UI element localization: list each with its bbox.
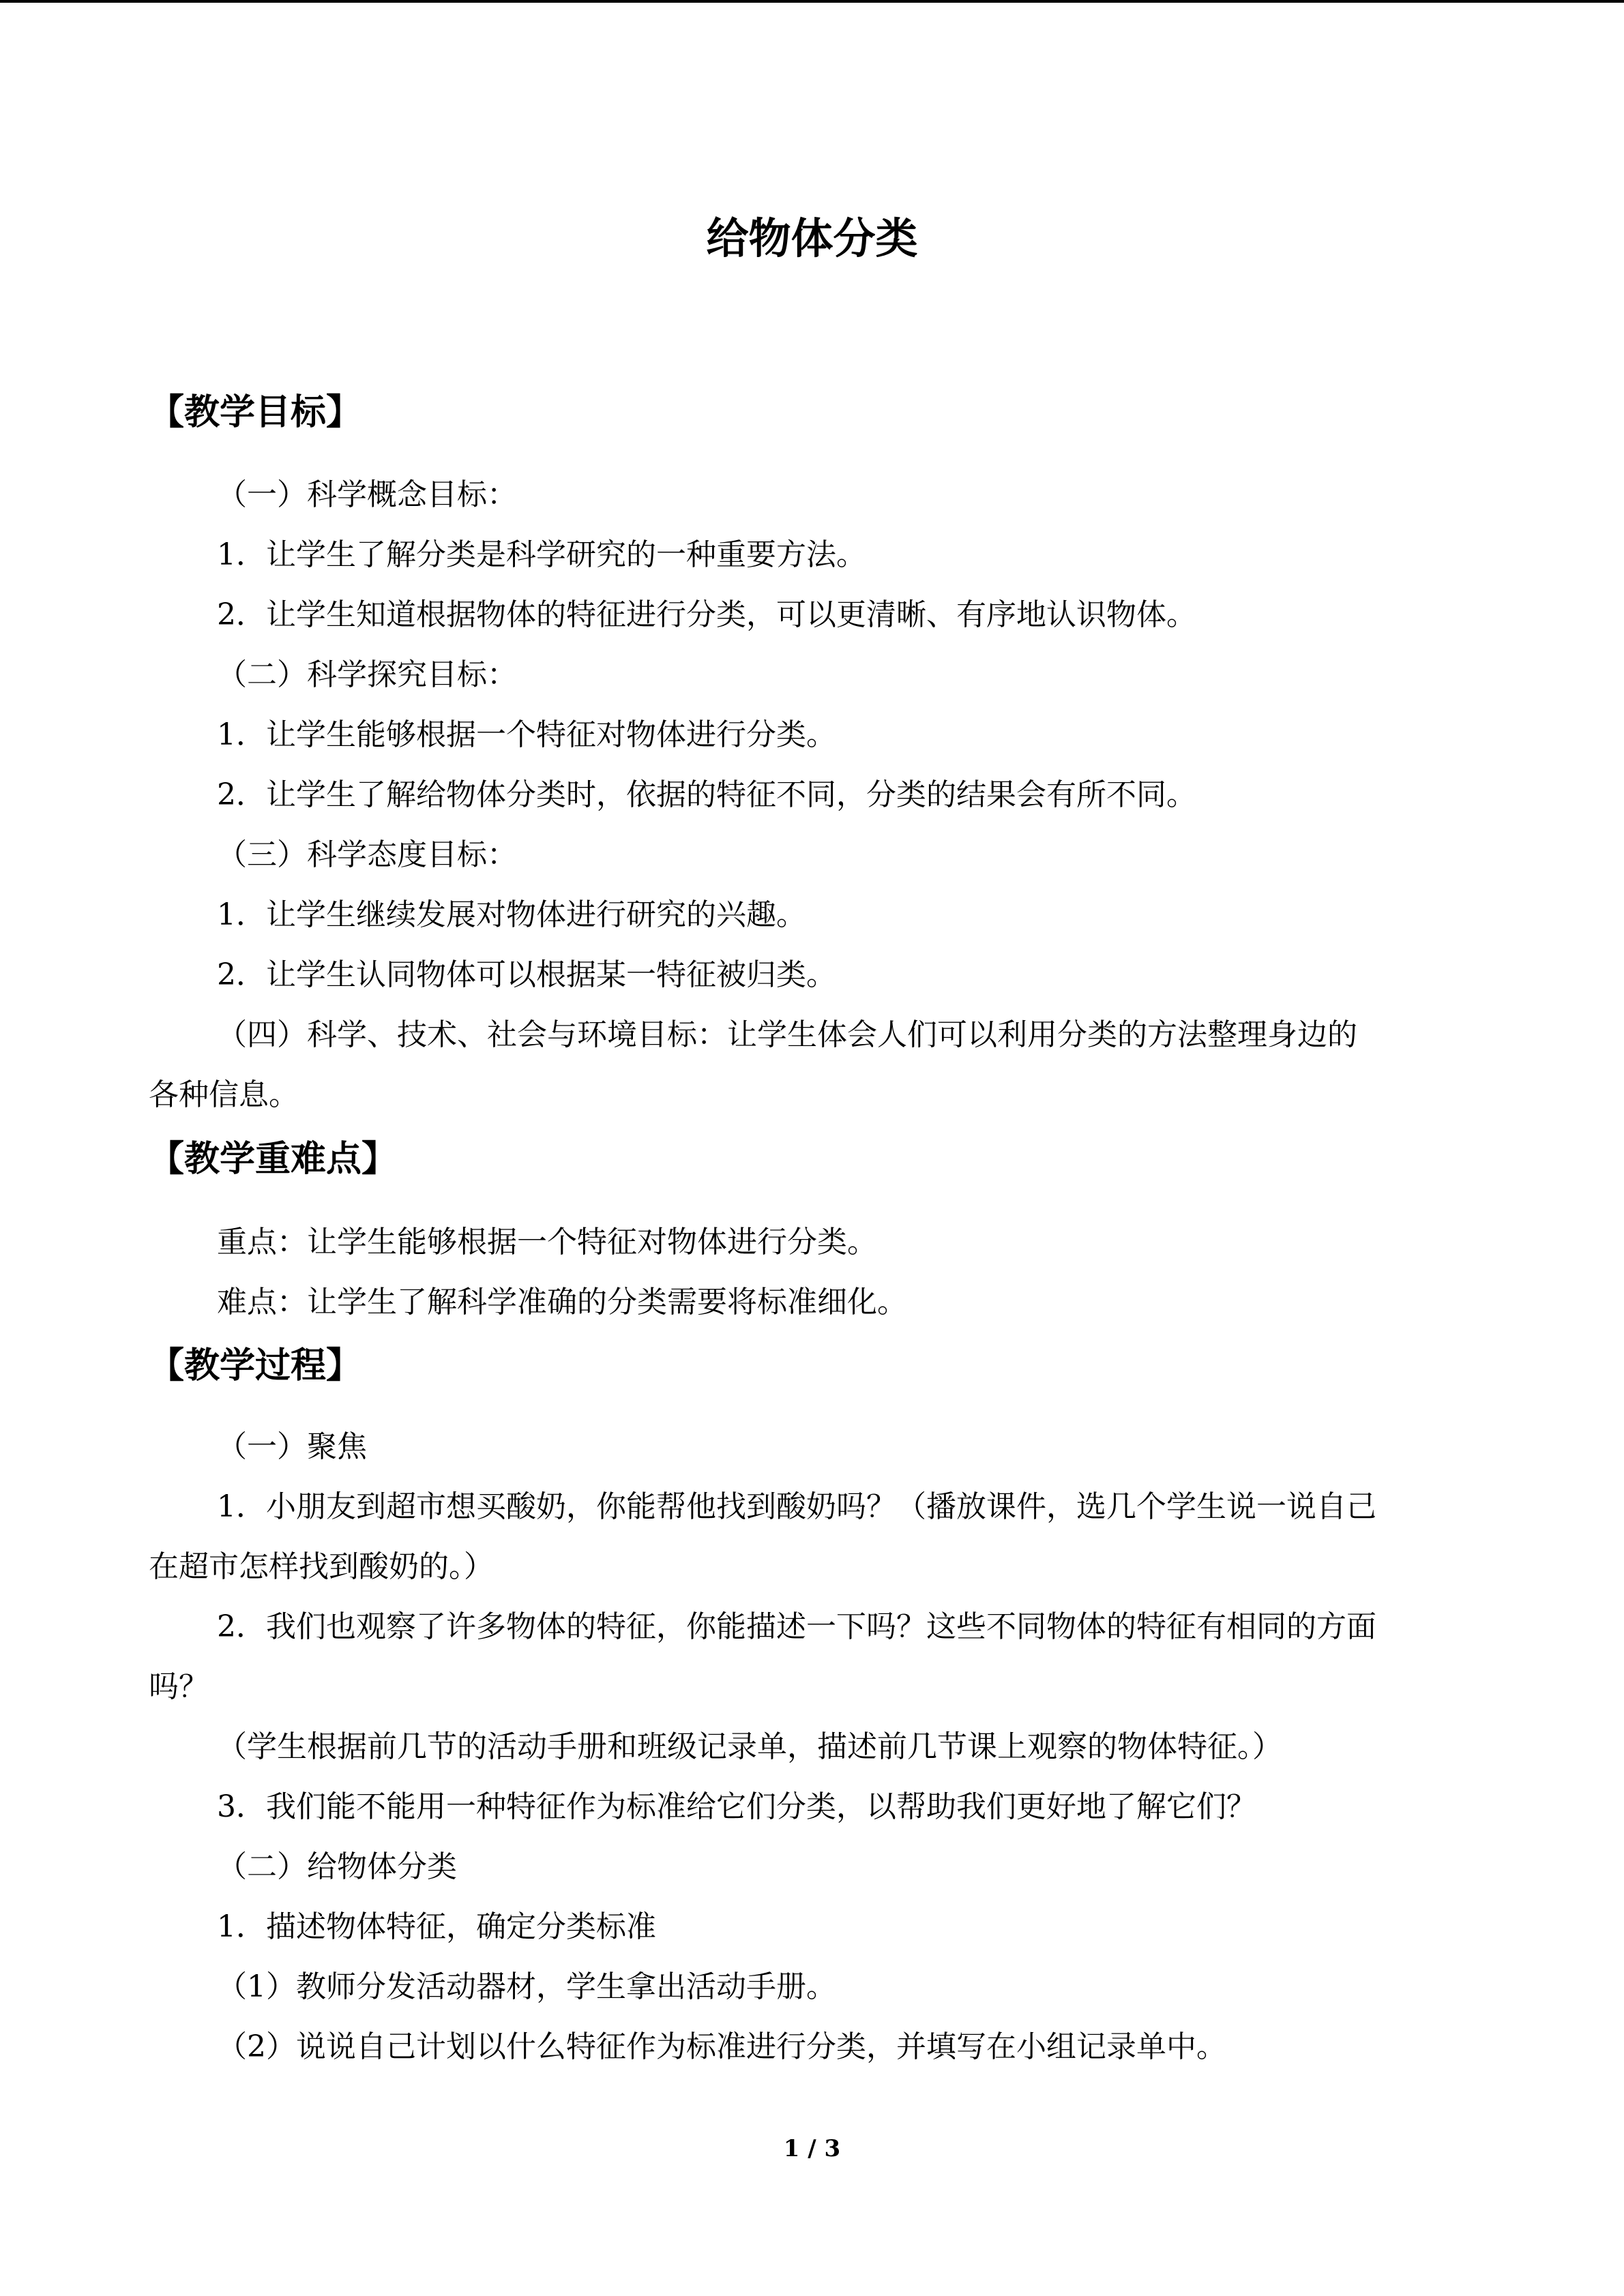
objective-4-line-2: 各种信息。 — [149, 1077, 299, 1112]
objective-1-item-1: 1．让学生了解分类是科学研究的一种重要方法。 — [217, 537, 866, 572]
objective-3-item-2: 2．让学生认同物体可以根据某一特征被归类。 — [217, 957, 836, 992]
key-point-text: 重点：让学生能够根据一个特征对物体进行分类。 — [217, 1225, 877, 1259]
objective-1-item-2: 2．让学生知道根据物体的特征进行分类，可以更清晰、有序地认识物体。 — [217, 597, 1196, 632]
process-step-2-note: （学生根据前几节的活动手册和班级记录单，描述前几节课上观察的物体特征。） — [217, 1729, 1282, 1764]
objective-3-item-1: 1．让学生继续发展对物体进行研究的兴趣。 — [217, 897, 806, 932]
objective-1-title: （一）科学概念目标： — [217, 477, 517, 512]
difficulty-text: 难点：让学生了解科学准确的分类需要将标准细化。 — [217, 1285, 907, 1320]
objective-3-title: （三）科学态度目标： — [217, 837, 517, 872]
section-heading-key-points: 【教学重难点】 — [149, 1139, 398, 1180]
top-border-rule — [0, 0, 1624, 3]
process-step-3: 3．我们能不能用一种特征作为标准给它们分类，以帮助我们更好地了解它们？ — [217, 1789, 1256, 1824]
process-part-2-sub-1: （1）教师分发活动器材，学生拿出活动手册。 — [217, 1969, 836, 2004]
process-step-2-line-2: 吗？ — [149, 1669, 209, 1704]
objective-2-item-2: 2．让学生了解给物体分类时，依据的特征不同，分类的结果会有所不同。 — [217, 777, 1196, 812]
process-part-2-title: （二）给物体分类 — [217, 1849, 457, 1884]
process-step-1-line-2: 在超市怎样找到酸奶的。） — [149, 1549, 494, 1584]
process-part-2-step-1: 1．描述物体特征，确定分类标准 — [217, 1909, 656, 1944]
objective-4-line-1: （四）科学、技术、社会与环境目标：让学生体会人们可以利用分类的方法整理身边的 — [217, 1017, 1357, 1052]
process-step-1-line-1: 1．小朋友到超市想买酸奶，你能帮他找到酸奶吗？（播放课件，选几个学生说一说自己 — [217, 1489, 1376, 1524]
objective-2-item-1: 1．让学生能够根据一个特征对物体进行分类。 — [217, 717, 836, 752]
process-part-2-sub-2: （2）说说自己计划以什么特征作为标准进行分类，并填写在小组记录单中。 — [217, 2029, 1226, 2064]
process-part-1-title: （一）聚焦 — [217, 1429, 367, 1464]
document-title: 给物体分类 — [706, 213, 918, 263]
section-heading-objectives: 【教学目标】 — [149, 392, 362, 433]
process-step-2-line-1: 2．我们也观察了许多物体的特征，你能描述一下吗？这些不同物体的特征有相同的方面 — [217, 1609, 1376, 1644]
objective-2-title: （二）科学探究目标： — [217, 657, 517, 692]
page-number: 1 / 3 — [783, 2135, 841, 2162]
section-heading-process: 【教学过程】 — [149, 1345, 362, 1386]
